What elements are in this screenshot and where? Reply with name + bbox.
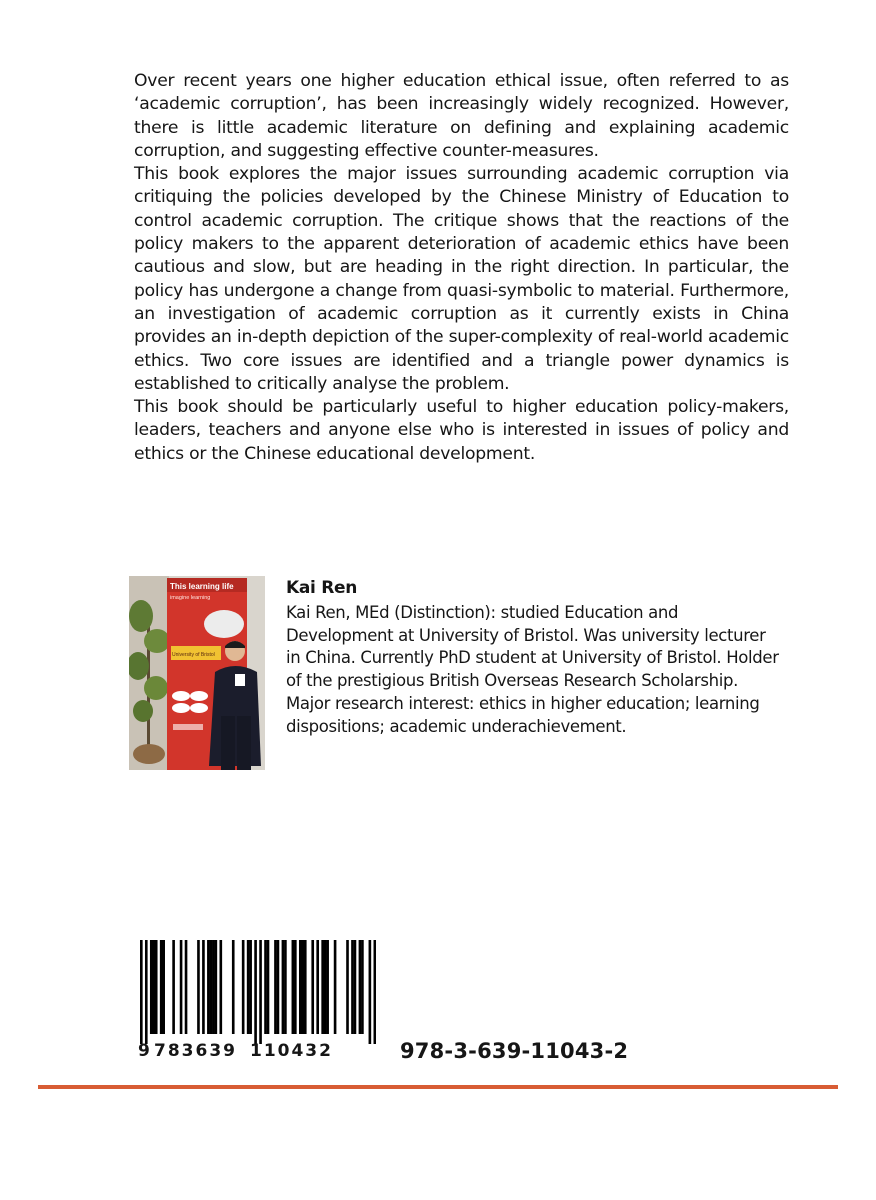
banner-subtitle: imagine learning bbox=[170, 595, 211, 601]
barcode-bar bbox=[294, 940, 297, 1034]
banner-title: This learning life bbox=[170, 582, 234, 591]
barcode-bar bbox=[254, 940, 257, 1044]
barcode-bar bbox=[232, 940, 235, 1034]
barcode-bar bbox=[369, 940, 372, 1044]
divider-rule bbox=[38, 1085, 838, 1089]
barcode-bar bbox=[267, 940, 270, 1034]
barcode-bar bbox=[354, 940, 357, 1034]
barcode-bar bbox=[301, 940, 304, 1034]
barcode-bar bbox=[172, 940, 175, 1034]
barcode-bar bbox=[210, 940, 213, 1034]
barcode-bar bbox=[299, 940, 302, 1034]
barcode-left-digits: 783639 bbox=[154, 1041, 237, 1061]
barcode-bar bbox=[140, 940, 143, 1044]
barcode-bar bbox=[160, 940, 163, 1034]
barcode-bar bbox=[247, 940, 250, 1034]
barcode-bar bbox=[202, 940, 205, 1034]
description-paragraph-2: This book explores the major issues surrounding academic corruption via critiquing the policies developed by the Chinese Ministry of Education to control academic corruption. The critique shows that the reactions of the policy makers to the apparent deterioration of academic ethics have been cautious and slow, but are heading in the right direction. In particular, the policy has undergone a change from quasi-symbolic to material. Furthermore, an investigation of academic corruption as it currently exists in China provides an in-depth depiction of the super-complexity of real-world academic ethics. Two core issues are identified and a triangle power dynamics is established to critically analyse the problem. bbox=[134, 164, 789, 394]
barcode-bar bbox=[249, 940, 252, 1034]
barcode-bar bbox=[150, 940, 153, 1034]
barcode-bar bbox=[374, 940, 376, 1044]
barcode-bar bbox=[152, 940, 155, 1034]
barcode-bar bbox=[277, 940, 280, 1034]
barcode-icon bbox=[140, 940, 376, 1044]
barcode-bar bbox=[274, 940, 277, 1034]
barcode-bar bbox=[316, 940, 319, 1034]
barcode-bar bbox=[219, 940, 222, 1034]
barcode-bar bbox=[259, 940, 262, 1044]
banner-institution: University of Bristol bbox=[172, 652, 215, 658]
barcode-bar bbox=[162, 940, 165, 1034]
author-bio: Kai Ren, MEd (Distinction): studied Education and Development at University of Bristol. Was university lecturer in China. Currently PhD student at University of Bristol. Holder of the prestigious British Overseas Research Scholarship. Major research interest: ethics in higher education; learning dispositions; academic underachievement. bbox=[286, 603, 779, 736]
barcode-bar bbox=[185, 940, 188, 1034]
barcode-bar bbox=[264, 940, 267, 1034]
barcode-bar bbox=[180, 940, 183, 1034]
book-description bbox=[134, 70, 789, 466]
description-paragraph-1: Over recent years one higher education ethical issue, often referred to as ‘academic corruption’, has been increasingly widely recognized. However, there is little academic literature on defining and explaining academic corruption, and suggesting effective counter-measures. bbox=[134, 71, 789, 161]
description-paragraph-3: This book should be particularly useful to higher education policy-makers, leaders, teachers and anyone else who is interested in issues of policy and ethics or the Chinese educational development. bbox=[134, 397, 789, 464]
barcode-bar bbox=[351, 940, 354, 1034]
barcode-bar bbox=[207, 940, 210, 1034]
barcode-bar bbox=[145, 940, 148, 1044]
barcode-right-digits: 110432 bbox=[249, 1041, 333, 1061]
isbn-number: 978-3-639-11043-2 bbox=[400, 1039, 629, 1063]
barcode-bar bbox=[284, 940, 287, 1034]
barcode-bar bbox=[197, 940, 200, 1034]
barcode-bar bbox=[215, 940, 218, 1034]
barcode-bar bbox=[311, 940, 314, 1034]
barcode-bar bbox=[346, 940, 349, 1034]
barcode-bar bbox=[361, 940, 364, 1034]
barcode-bar bbox=[282, 940, 285, 1034]
barcode-bar bbox=[292, 940, 295, 1034]
author-name: Kai Ren bbox=[286, 578, 358, 598]
barcode-bar bbox=[304, 940, 307, 1034]
barcode-bar bbox=[359, 940, 362, 1034]
barcode-bar bbox=[242, 940, 245, 1034]
barcode-lead-digit: 9 bbox=[138, 1041, 151, 1061]
barcode-bar bbox=[321, 940, 324, 1034]
barcode-bar bbox=[326, 940, 329, 1034]
author-photo-illustration bbox=[129, 576, 265, 770]
author-photo bbox=[129, 576, 265, 770]
barcode-bar bbox=[212, 940, 215, 1034]
barcode-digits bbox=[138, 1041, 333, 1061]
barcode-bar bbox=[324, 940, 327, 1034]
barcode-bar bbox=[334, 940, 337, 1034]
barcode-bar bbox=[155, 940, 158, 1034]
